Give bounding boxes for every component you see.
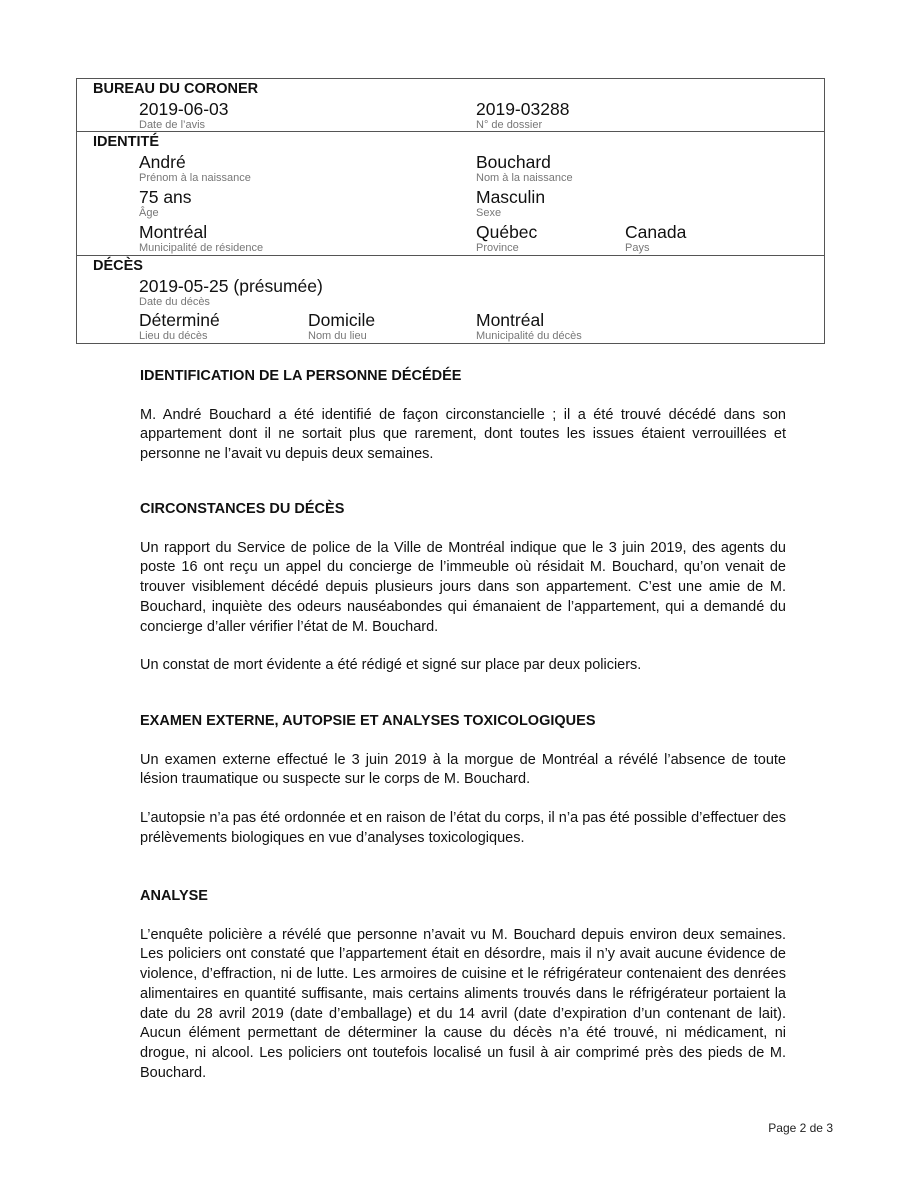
province-label: Province	[476, 242, 519, 254]
dossier-value: 2019-03288	[476, 99, 570, 119]
province-value: Québec	[476, 222, 538, 242]
date-deces-label: Date du décès	[139, 296, 210, 308]
section-identification	[140, 367, 786, 465]
date-deces-field	[139, 276, 323, 308]
lieu-deces-value: Déterminé	[139, 310, 220, 330]
bureau-title: BUREAU DU CORONER	[93, 81, 259, 97]
identite-title: IDENTITÉ	[93, 134, 160, 150]
section-analyse	[140, 887, 786, 1083]
province-field	[476, 222, 537, 254]
municipalite-deces-field	[476, 310, 582, 342]
date-deces-value: 2019-05-25 (présumée)	[139, 276, 323, 296]
lieu-deces-field	[139, 310, 220, 342]
nom-lieu-value: Domicile	[308, 310, 376, 330]
section-heading: CIRCONSTANCES DU DÉCÈS	[140, 501, 345, 517]
paragraph: M. André Bouchard a été identifié de façon circonstancielle ; il a été trouvé décédé dans son appartement dont il ne sortait plus que rarement, dont toutes les issues étaient verrouillées et personne ne l’avait vu depuis deux semaines.	[140, 406, 786, 463]
nom-label: Nom à la naissance	[476, 172, 573, 184]
section-circonstances	[140, 500, 786, 676]
age-field	[139, 187, 192, 219]
case-header-table	[76, 78, 825, 344]
pays-label: Pays	[625, 242, 650, 254]
paragraph: L’autopsie n’a pas été ordonnée et en raison de l’état du corps, il n’a pas été possible d’effectuer des prélèvements biologiques en vue d’analyses toxicologiques.	[140, 810, 786, 846]
section-heading: IDENTIFICATION DE LA PERSONNE DÉCÉDÉE	[140, 368, 462, 384]
bureau-section	[77, 79, 824, 132]
municipalite-residence-label: Municipalité de résidence	[139, 242, 264, 254]
deces-section	[77, 256, 824, 343]
section-heading: ANALYSE	[140, 888, 208, 904]
date-avis-label: Date de l’avis	[139, 119, 206, 131]
municipalite-residence-value: Montréal	[139, 222, 208, 242]
paragraph: L’enquête policière a révélé que personne n’avait vu M. Bouchard depuis environ deux semaines. Les policiers ont constaté que l’appartement était en désordre, mais il n’y avait aucune évidence de violence, d’effraction, ni de lutte. Les armoires de cuisine et le réfrigérateur contenaient des denrées alimentaires en quantité suffisante, mais certains aliments trouvés dans le réfrigérateur portaient la date du 28 avril 2019 (date d’emballage) et du 14 avril (date d’expiration d’un contenant de lait). Aucun élément permettant de déterminer la cause du décès n’a été trouvé, ni médicament, ni drogue, ni alcool. Les policiers ont toutefois localisé un fusil à air comprimé près des pieds de M. Bouchard.	[140, 926, 786, 1081]
prenom-field	[139, 152, 251, 184]
prenom-value: André	[139, 152, 186, 172]
nom-value: Bouchard	[476, 152, 551, 172]
prenom-label: Prénom à la naissance	[139, 172, 251, 184]
paragraph: Un rapport du Service de police de la Ville de Montréal indique que le 3 juin 2019, des agents du poste 16 ont reçu un appel du concierge de l’immeuble où résidait M. Bouchard, qu’on venait de trouver visiblement décédé depuis plusieurs jours dans son appartement. C’est une amie de M. Bouchard, inquiète des odeurs nauséabondes qui émanaient de l’appartement, qui a demandé du concierge d’aller vérifier l’état de M. Bouchard.	[140, 539, 786, 635]
nom-field	[476, 152, 573, 184]
paragraph: Un constat de mort évidente a été rédigé et signé sur place par deux policiers.	[140, 657, 642, 674]
age-label: Âge	[139, 207, 159, 219]
municipalite-deces-label: Municipalité du décès	[476, 330, 582, 342]
sexe-label: Sexe	[476, 207, 502, 219]
pays-field	[625, 222, 686, 254]
municipalite-deces-value: Montréal	[476, 310, 545, 330]
nom-lieu-field	[308, 310, 375, 342]
paragraph: Un examen externe effectué le 3 juin 2019 à la morgue de Montréal a révélé l’absence de toute lésion traumatique ou suspecte sur le corps de M. Bouchard.	[140, 751, 786, 788]
age-value: 75 ans	[139, 187, 192, 207]
identite-section	[77, 132, 824, 256]
lieu-deces-label: Lieu du décès	[139, 330, 208, 342]
page-number: Page 2 de 3	[768, 1121, 833, 1135]
date-avis-field	[139, 99, 229, 131]
pays-value: Canada	[625, 222, 687, 242]
dossier-field	[476, 99, 569, 131]
date-avis-value: 2019-06-03	[139, 99, 229, 119]
section-examen	[140, 712, 786, 849]
sexe-field	[476, 187, 545, 219]
sexe-value: Masculin	[476, 187, 546, 207]
section-heading: EXAMEN EXTERNE, AUTOPSIE ET ANALYSES TOXICOLOGIQUES	[140, 713, 596, 729]
deces-title: DÉCÈS	[93, 258, 143, 274]
municipalite-residence-field	[139, 222, 263, 254]
dossier-label: N° de dossier	[476, 119, 543, 131]
nom-lieu-label: Nom du lieu	[308, 330, 367, 342]
